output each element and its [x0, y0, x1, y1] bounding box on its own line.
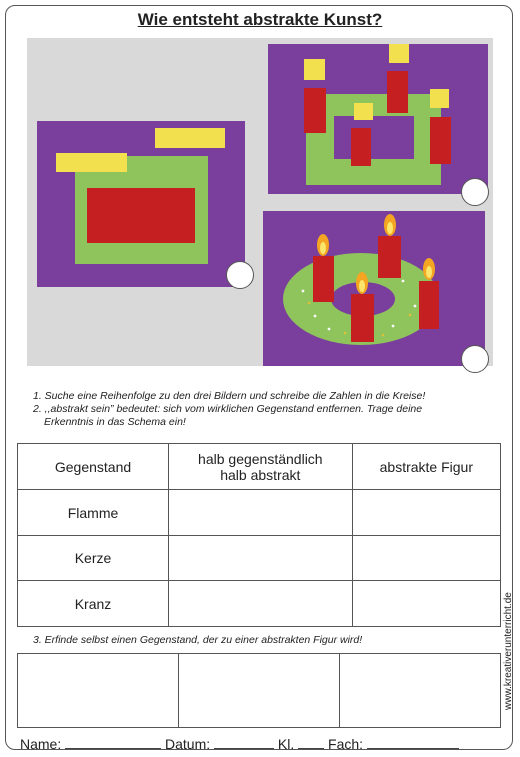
- cell-kerze-abstrakt[interactable]: [352, 536, 500, 581]
- klasse-field[interactable]: [298, 736, 324, 749]
- footer: [20, 736, 459, 752]
- fach-field[interactable]: [367, 736, 459, 749]
- side-url: www.kreativerunterricht.de: [503, 592, 514, 710]
- page-title: Wie entsteht abstrakte Kunst?: [137, 10, 383, 29]
- drawing-box-2[interactable]: [179, 654, 340, 728]
- cell-flamme-halb[interactable]: [169, 490, 353, 536]
- name-field[interactable]: [65, 736, 161, 749]
- cell-kranz-abstrakt[interactable]: [352, 581, 500, 627]
- table-row: [18, 581, 501, 627]
- fach-label: Fach:: [328, 736, 364, 752]
- instruction-1: 1. Suche eine Reihenfolge zu den drei Bildern und schreibe die Zahlen in die Kreise!: [33, 390, 426, 402]
- half-abstract-picture: [268, 44, 488, 194]
- table-header-row: [18, 444, 501, 490]
- schema-table: [17, 443, 501, 627]
- cell-flamme-abstrakt[interactable]: [352, 490, 500, 536]
- cell-kranz-halb[interactable]: [169, 581, 353, 627]
- row-label-kranz: Kranz: [18, 581, 169, 627]
- header-abstrakt: abstrakte Figur: [352, 444, 500, 490]
- instructions: [33, 390, 503, 429]
- datum-field[interactable]: [214, 736, 274, 749]
- header-gegenstand: Gegenstand: [18, 444, 169, 490]
- drawing-box-3[interactable]: [340, 654, 501, 728]
- klasse-label: Kl.: [277, 736, 295, 752]
- datum-label: Datum:: [165, 736, 211, 752]
- table-row: [18, 536, 501, 581]
- drawing-boxes: [17, 653, 501, 728]
- cell-kerze-halb[interactable]: [169, 536, 353, 581]
- header-halb: halb gegenständlich halb abstrakt: [169, 444, 353, 490]
- order-circle-1[interactable]: [226, 261, 254, 289]
- instruction-2: 2. ,,abstrakt sein” bedeutet: sich vom wirklichen Gegenstand entfernen. Trage deine: [33, 403, 423, 415]
- order-circle-2[interactable]: [461, 178, 489, 206]
- row-label-flamme: Flamme: [18, 490, 169, 536]
- realistic-picture: [263, 211, 485, 366]
- table-row: [18, 490, 501, 536]
- task-3: 3. Erfinde selbst einen Gegenstand, der zu einer abstrakten Figur wird!: [33, 634, 363, 646]
- instruction-2-cont: Erkenntnis in das Schema ein!: [44, 416, 186, 428]
- order-circle-3[interactable]: [461, 345, 489, 373]
- name-label: Name:: [20, 736, 62, 752]
- drawing-box-1[interactable]: [18, 654, 179, 728]
- row-label-kerze: Kerze: [18, 536, 169, 581]
- abstract-picture: [37, 121, 245, 287]
